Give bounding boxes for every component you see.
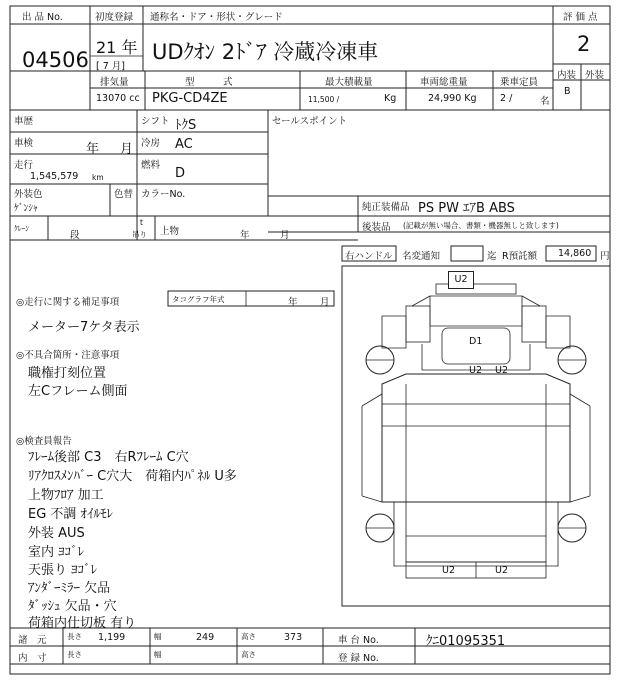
body-month: 月 bbox=[280, 230, 290, 241]
score-label: 評 価 点 bbox=[563, 12, 598, 23]
inner-width-label: 幅 bbox=[154, 650, 162, 659]
crane-ton-unit: t bbox=[140, 218, 143, 227]
cab-roof bbox=[430, 296, 522, 326]
deadline-label: 迄 bbox=[487, 251, 497, 262]
width-value: 249 bbox=[196, 632, 215, 643]
length-value: 1,199 bbox=[98, 632, 126, 643]
displacement-label: 排気量 bbox=[100, 77, 129, 88]
exterior-color-label: 外装色 bbox=[14, 189, 43, 200]
mileage-unit: km bbox=[92, 173, 104, 182]
chassis-number-label: 車 台 No. bbox=[338, 635, 379, 646]
defect-item: 左Cフレーム側面 bbox=[28, 384, 128, 399]
first-registration-label: 初度登録 bbox=[95, 12, 134, 23]
inspector-item: ﾀﾞｯｼｭ 欠品・穴 bbox=[28, 599, 117, 614]
gross-weight-label: 車両総重量 bbox=[420, 77, 468, 88]
model-name-label: 通称名・ドア・形状・グレード bbox=[150, 12, 283, 23]
tachograph-year: 年 bbox=[288, 297, 298, 308]
left-door-outline bbox=[406, 306, 430, 342]
driving-notes-label: ◎走行に関する補足事項 bbox=[16, 297, 120, 308]
fuel-label: 燃料 bbox=[141, 160, 161, 171]
inspector-item: ﾌﾚｰﾑ後部 C3 右Rﾌﾚｰﾑ C穴 bbox=[28, 450, 189, 465]
shift-label: シフト bbox=[141, 116, 170, 127]
capacity-unit: 名 bbox=[540, 96, 550, 107]
history-label: 車歴 bbox=[14, 116, 34, 127]
registration-number-label: 登 録 No. bbox=[338, 653, 379, 664]
defect-item: 職権打刻位置 bbox=[28, 366, 107, 381]
crane-stage: 段 bbox=[70, 230, 80, 241]
exterior-grade-label: 外装 bbox=[585, 70, 605, 81]
gross-weight-value: 24,990 Kg bbox=[428, 93, 477, 104]
diagram-mark-front-left: U2 bbox=[469, 365, 482, 376]
score-value: 2 bbox=[577, 32, 591, 56]
max-load-value: 11,500 / bbox=[308, 95, 340, 104]
width-label: 幅 bbox=[154, 632, 162, 641]
interior-grade-label: 内装 bbox=[557, 70, 577, 81]
inspector-item: 荷箱内仕切板 有り bbox=[28, 616, 137, 631]
rear-body bbox=[406, 502, 546, 562]
name-change-label: 名変通知 bbox=[402, 251, 441, 262]
sales-point-label: セールスポイント bbox=[272, 116, 348, 127]
exterior-color-value: ｹﾞﾝｼｬ bbox=[14, 203, 38, 214]
standard-equipment-value: PS PW ｴｱB ABS bbox=[418, 201, 515, 216]
vehicle-diagram bbox=[342, 266, 610, 606]
inspector-item: 外装 AUS bbox=[28, 526, 85, 541]
driving-note: メーター7ケタ表示 bbox=[28, 320, 140, 335]
body-year: 年 bbox=[240, 230, 250, 241]
diagram-mark-rear-left: U2 bbox=[442, 565, 455, 576]
model-code-value: PKG-CD4ZE bbox=[152, 91, 228, 106]
aftermarket-note: (記載が無い場合、書類・機器無しと致します) bbox=[403, 221, 559, 230]
specs-label: 諸 元 bbox=[18, 635, 47, 646]
diagram-mark-rear-right: U2 bbox=[495, 565, 508, 576]
inspector-item: ﾘｱｸﾛｽﾒﾝﾊﾞｰ C穴大 荷箱内ﾊﾟﾈﾙ U多 bbox=[28, 469, 237, 484]
defects-label: ◎不具合箇所・注意事項 bbox=[16, 350, 120, 361]
aftermarket-label: 後装品 bbox=[362, 222, 391, 233]
recycle-deposit-label: R預託額 bbox=[502, 251, 538, 262]
length-label: 長さ bbox=[67, 632, 82, 641]
first-registration-month: [ 7 月] bbox=[96, 61, 125, 72]
model-code-label: 型 式 bbox=[185, 77, 233, 88]
capacity-value: 2 / bbox=[500, 93, 513, 104]
inspector-item: 上物ﾌﾛｱ 加工 bbox=[28, 488, 104, 503]
inspector-report-label: ◎検査員報告 bbox=[16, 436, 72, 447]
inspection-label: 車検 bbox=[14, 138, 34, 149]
diagram-mark-roof: U2 bbox=[448, 271, 474, 289]
lot-number-label: 出 品 No. bbox=[22, 12, 63, 23]
max-load-unit: Kg bbox=[384, 93, 397, 104]
max-load-label: 最大積載量 bbox=[325, 77, 373, 88]
inspection-month: 月 bbox=[120, 142, 134, 157]
tachograph-label: タコグラフ年式 bbox=[172, 295, 225, 304]
mileage-value: 1,545,579 bbox=[30, 171, 79, 182]
ac-label: 冷房 bbox=[141, 138, 161, 149]
interior-dimensions-label: 内 寸 bbox=[18, 653, 47, 664]
diagram-mark-windshield: D1 bbox=[469, 336, 483, 347]
inspector-item: 天張り ﾖｺﾞﾚ bbox=[28, 563, 98, 578]
lot-number: 04506 bbox=[22, 48, 89, 72]
recycle-deposit-value: 14,860 bbox=[558, 248, 592, 259]
diagram-mark-front-right: U2 bbox=[495, 365, 508, 376]
chassis-number-value: ｸﾆ01095351 bbox=[426, 634, 506, 649]
color-code-label: カラーNo. bbox=[141, 189, 186, 200]
crane-hanging: 吊り bbox=[132, 230, 147, 239]
height-label: 高さ bbox=[241, 632, 256, 641]
interior-grade: B bbox=[564, 86, 571, 97]
crane-label: ｸﾚｰﾝ bbox=[14, 224, 29, 233]
inspector-item: ｱﾝﾀﾞｰﾐﾗｰ 欠品 bbox=[28, 581, 111, 596]
height-value: 373 bbox=[284, 632, 303, 643]
inner-height-label: 高さ bbox=[241, 650, 256, 659]
right-door-outline bbox=[522, 306, 546, 342]
cargo-body bbox=[382, 374, 570, 502]
body-label: 上物 bbox=[160, 226, 180, 237]
capacity-label: 乗車定員 bbox=[500, 77, 539, 88]
inspection-year: 年 bbox=[86, 142, 100, 157]
inspector-item: EG 不調 ｵｲﾙﾓﾚ bbox=[28, 507, 114, 522]
ac-value: AC bbox=[175, 137, 193, 152]
model-name: UDｸｵﾝ 2ﾄﾞｱ 冷蔵冷凍車 bbox=[152, 40, 379, 64]
displacement-value: 13070 cc bbox=[96, 93, 140, 104]
color-change-label: 色替 bbox=[114, 189, 134, 200]
mileage-label: 走行 bbox=[14, 160, 34, 171]
first-registration-year: 21 年 bbox=[96, 38, 138, 57]
standard-equipment-label: 純正装備品 bbox=[362, 202, 410, 213]
inner-length-label: 長さ bbox=[67, 650, 82, 659]
tachograph-month: 月 bbox=[320, 297, 330, 308]
steering-position: 右ハンドル bbox=[345, 251, 393, 262]
recycle-deposit-unit: 円 bbox=[600, 251, 610, 262]
shift-value: ﾄｸS bbox=[175, 118, 197, 133]
fuel-value: D bbox=[175, 166, 186, 181]
inspector-item: 室内 ﾖｺﾞﾚ bbox=[28, 545, 85, 560]
